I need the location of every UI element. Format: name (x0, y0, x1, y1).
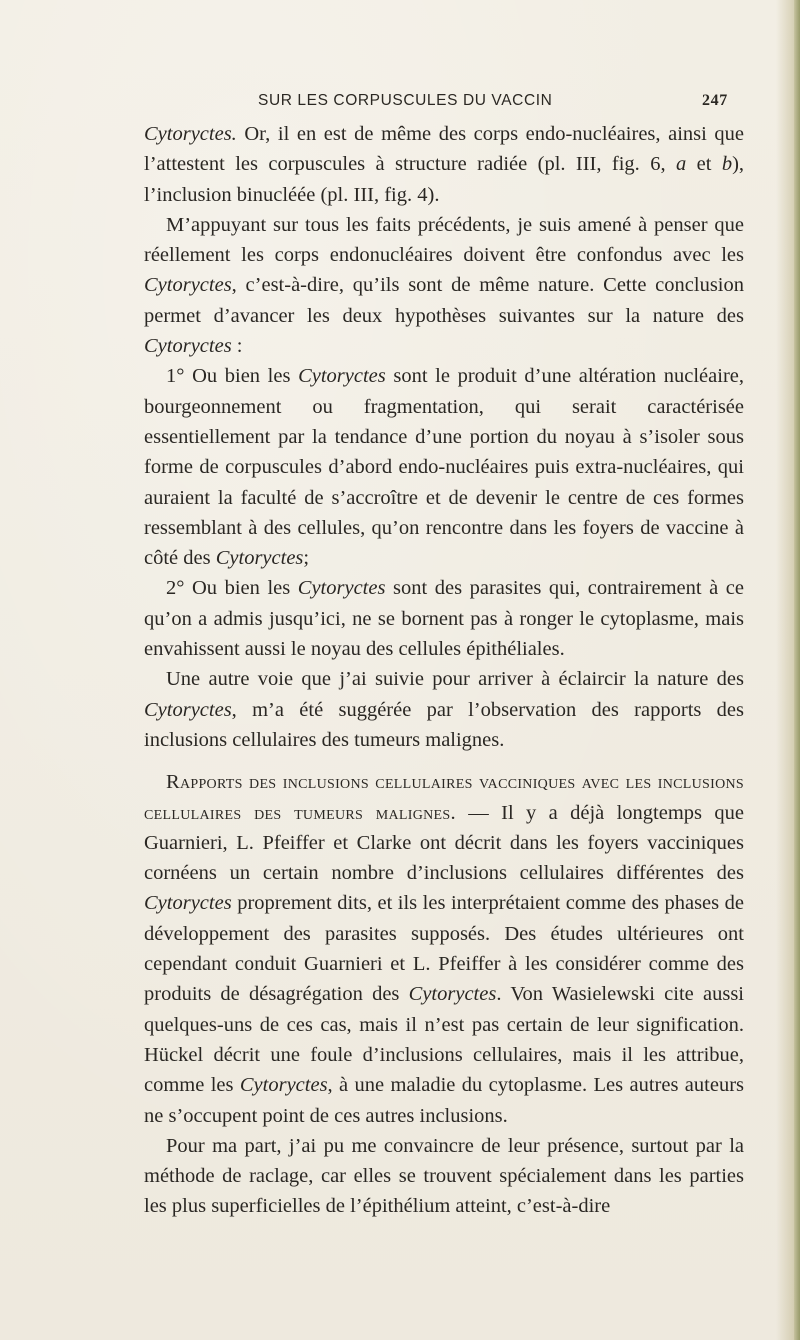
text-run: 1° Ou bien les (166, 365, 299, 388)
text-run: sont le produit d’une altération nucléaire, bourgeonnement ou fragmentation, qui serait caractérisée essentiellement par la tendance d’une portion du noyau à s’isoler sous forme de corpuscules d’abord endo-nucléaires puis extra-nucléaires, qui auraient la faculté de s’accroître et de devenir le centre de ces formes ressemblant à des cellules, qu’on rencontre dans les foyers de vaccine à côté des (144, 365, 744, 570)
italic-letter: a (675, 153, 687, 176)
italic-term: Cytoryctes (144, 892, 232, 915)
text-run: ), l’inclusion binucléée (pl. III, fig. 4). (144, 153, 745, 206)
text-run: ; (303, 547, 310, 570)
italic-term: Cytoryctes (144, 698, 232, 721)
italic-term: Cytoryctes (297, 577, 386, 600)
paragraph-4 (144, 573, 744, 664)
text-run: Or, il en est de même des corps endo-nucléaires, ainsi que l’attestent les corpuscules à structure radiée (pl. III, fig. 6, (144, 123, 744, 176)
section-heading: Rapports des inclusions cellulaires vacciniques avec les inclusions cellulaires des tumeurs malignes. (144, 771, 744, 824)
page-edge-binding (794, 0, 800, 1340)
paragraph-5 (144, 664, 744, 755)
paragraph-2 (144, 210, 744, 361)
text-run: . Von Wasielewski cite aussi quelques-uns de ces cas, mais il n’est pas certain de leur signification. Hückel décrit une foule d’inclusions cellulaires, mais il les attribue, comme les (144, 983, 744, 1097)
running-head-title: SUR LES CORPUSCULES DU VACCIN (258, 92, 553, 109)
text-run: Une autre voie que j’ai suivie pour arriver à éclaircir la nature des (166, 668, 744, 691)
text-run: — Il y a déjà longtemps que Guarnieri, L. Pfeiffer et Clarke ont décrit dans les foyers vacciniques cornéens un certain nombre d’inclusions cellulaires différentes des (144, 801, 744, 885)
text-run: sont des parasites qui, contrairement à ce qu’on a admis jusqu’ici, ne se bornent pas à ronger le cytoplasme, mais envahissent aussi le noyau des cellules épithéliales. (144, 577, 744, 661)
paragraph-3 (144, 361, 744, 573)
paragraph-1 (144, 119, 744, 210)
text-run: Pour ma part, j’ai pu me convaincre de leur présence, surtout par la méthode de raclage, car elles se trouvent spécialement dans les parties les plus superficielles de l’épithélium atteint, c’est-à-dire (144, 1134, 744, 1218)
italic-term: Cytoryctes (298, 365, 386, 388)
text-run: : (231, 335, 243, 358)
text-run: , m’a été suggérée par l’observation des rapports des inclusions cellulaires des tumeurs malignes. (144, 698, 744, 751)
italic-term: Cytoryctes. (144, 123, 237, 145)
italic-term: Cytoryctes (144, 274, 232, 297)
text-run: , c’est-à-dire, qu’ils sont de même nature. Cette conclusion permet d’avancer les deux hypothèses suivantes sur la nature des (144, 274, 744, 327)
text-run: et (686, 153, 722, 176)
text-run: M’appuyant sur tous les faits précédents, je suis amené à penser que réellement les corps endonucléaires doivent être confondus avec les (144, 213, 744, 267)
body-text (144, 119, 744, 1222)
italic-term: Cytoryctes (408, 983, 497, 1006)
page-number: 247 (702, 92, 728, 109)
paragraph-7 (144, 1131, 744, 1222)
italic-term: Cytoryctes (215, 547, 304, 570)
running-head (0, 92, 800, 116)
paragraph-6 (144, 767, 744, 1131)
italic-term: Cytoryctes (144, 335, 232, 358)
text-run: proprement dits, et ils les interprétaient comme des phases de développement des parasites supposés. Des études ultérieures ont cependant conduit Guarnieri et L. Pfeiffer à les considérer comme des produits de désagrégation des (144, 892, 744, 1006)
text-run: 2° Ou bien les (166, 577, 298, 600)
italic-term: Cytoryctes (239, 1074, 328, 1097)
italic-letter: b (721, 153, 733, 176)
text-run: , à une maladie du cytoplasme. Les autres auteurs ne s’occupent point de ces autres inclusions. (144, 1074, 744, 1127)
